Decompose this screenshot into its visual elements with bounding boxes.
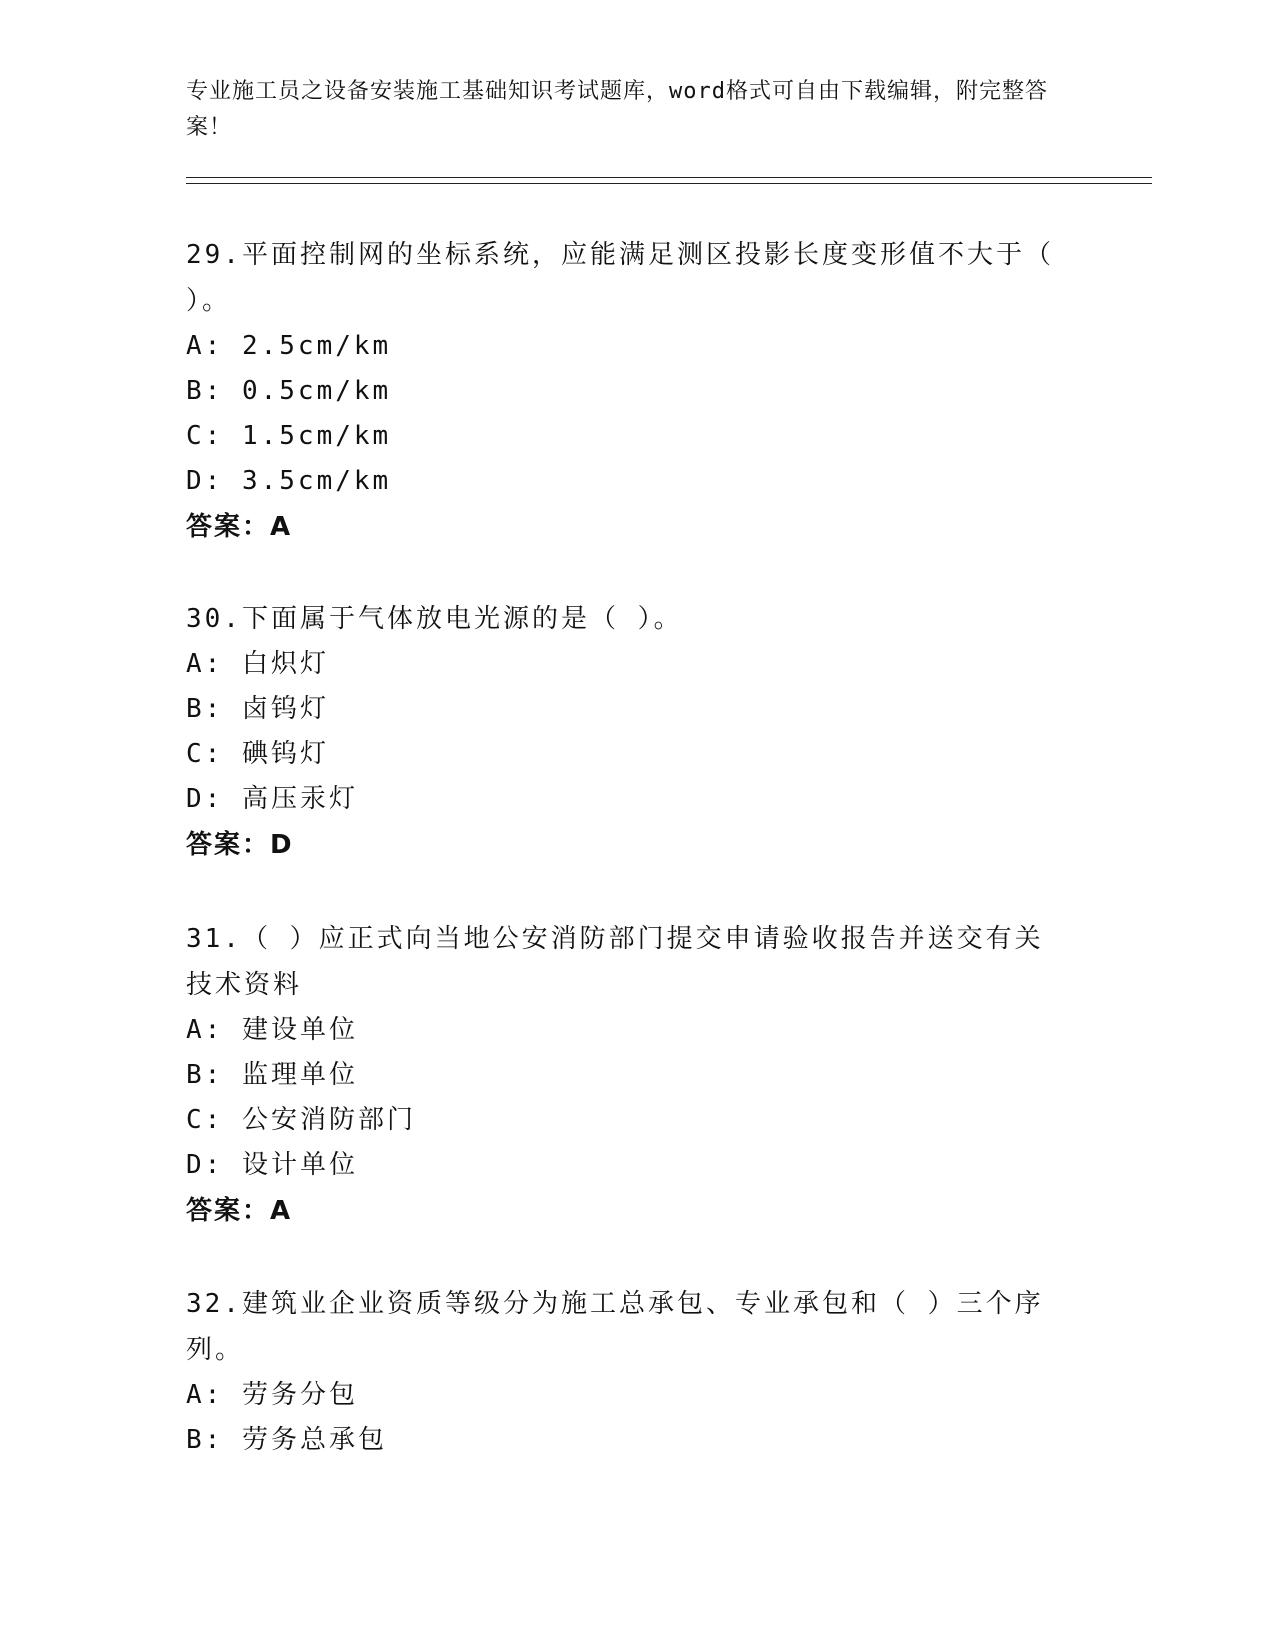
option-a: A: 2.5cm/km: [186, 331, 392, 361]
answer-label: 答案：D: [186, 830, 294, 860]
question-stem: 32.建筑业企业资质等级分为施工总承包、专业承包和（ ）三个序列。: [186, 1289, 1044, 1365]
answer-label: 答案：A: [186, 512, 293, 542]
question-32: [186, 1281, 1066, 1463]
option-a: A: 劳务分包: [186, 1380, 358, 1410]
option-b: B: 卤钨灯: [186, 694, 329, 724]
header-divider-top: [186, 177, 1152, 178]
question-stem: 29.平面控制网的坐标系统，应能满足测区投影长度变形值不大于（ ）。: [186, 240, 1054, 316]
option-b: B: 劳务总承包: [186, 1425, 387, 1455]
option-d: D: 高压汞灯: [186, 784, 358, 814]
option-d: D: 3.5cm/km: [186, 466, 392, 496]
question-31: [186, 916, 1066, 1234]
question-stem: 30.下面属于气体放电光源的是（ ）。: [186, 604, 683, 634]
question-29: [186, 232, 1066, 550]
document-header: 专业施工员之设备安装施工基础知识考试题库，word格式可自由下载编辑，附完整答案！: [186, 79, 1048, 140]
option-b: B: 监理单位: [186, 1060, 358, 1090]
option-c: C: 碘钨灯: [186, 739, 329, 769]
option-c: C: 公安消防部门: [186, 1105, 416, 1135]
option-b: B: 0.5cm/km: [186, 376, 392, 406]
option-a: A: 建设单位: [186, 1015, 358, 1045]
option-a: A: 白炽灯: [186, 649, 329, 679]
question-30: [186, 596, 1066, 868]
option-c: C: 1.5cm/km: [186, 421, 392, 451]
header-divider-bottom: [186, 183, 1152, 184]
question-stem: 31.（ ）应正式向当地公安消防部门提交申请验收报告并送交有关技术资料: [186, 924, 1044, 1000]
option-d: D: 设计单位: [186, 1150, 358, 1180]
answer-label: 答案：A: [186, 1196, 293, 1226]
